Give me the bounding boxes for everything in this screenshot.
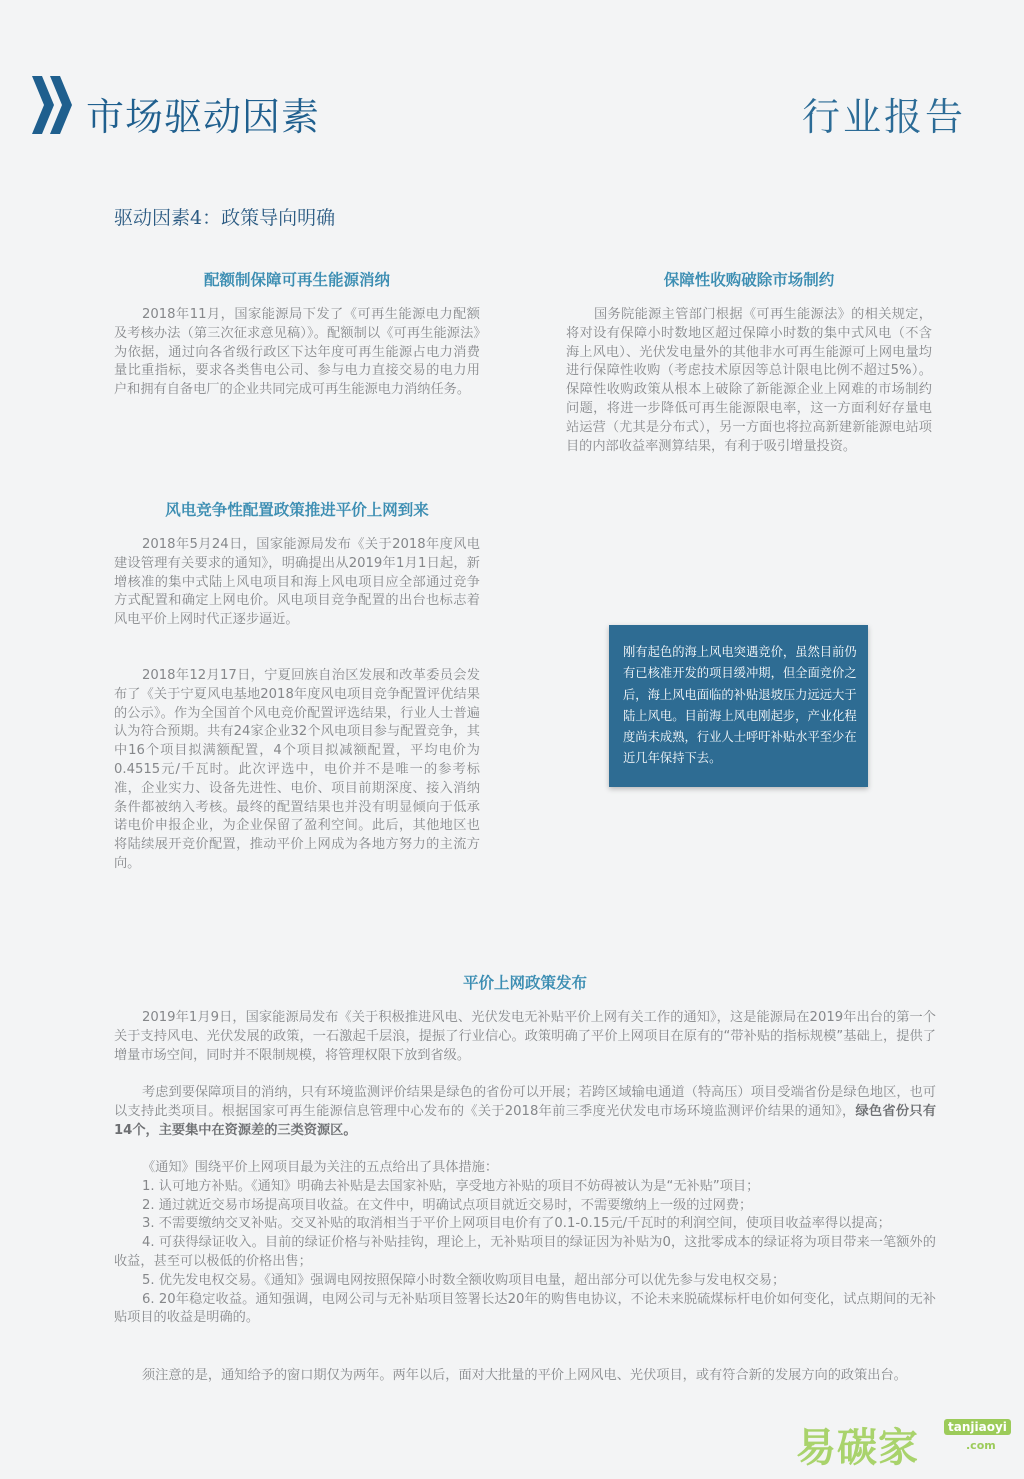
parity-measures-list — [114, 1159, 936, 1328]
wind-paragraph-1: 2018年5月24日，国家能源局发布《关于2018年度风电建设管理有关要求的通知》，明确提出从2019年1月1日起，新增核准的集中式陆上风电项目和海上风电项目应全部通过竞争方式配置和确定上网电价。风电项目竞争配置的出台也标志着风电平价上网时代正逐步逼近。 — [114, 537, 480, 628]
list-item: 6. 20年稳定收益。通知强调，电网公司与无补贴项目签署长达20年的购售电协议，不论未来脱硫煤标杆电价如何变化，试点期间的无补贴项目的收益是明确的。 — [114, 1291, 936, 1326]
list-item: 2. 通过就近交易市场提高项目收益。在文件中，明确试点项目就近交易时，不需要缴纳上一级的过网费； — [142, 1197, 753, 1213]
double-chevron-icon — [30, 76, 74, 134]
list-item: 5. 优先发电权交易。《通知》强调电网按照保障小时数全额收购项目电量，超出部分可以优先参与发电权交易； — [142, 1272, 786, 1288]
guarantee-paragraph: 国务院能源主管部门根据《可再生能源法》的相关规定，将对设有保障小时数地区超过保障小时数的集中式风电（不含海上风电）、光伏发电量外的其他非水可再生能源可上网电量均进行保障性收购（考虑技术原因等总计限电比例不超过5%）。保障性收购政策从根本上破除了新能源企业上网难的市场制约问题，将进一步降低可再生能源限电率，这一方面利好存量电站运营（尤其是分布式），另一方面也将拉高新建新能源电站项目的内部收益率测算结果，有利于吸引增量投资。 — [566, 307, 932, 454]
parity-heading: 平价上网政策发布 — [462, 974, 587, 992]
parity-paragraph-1: 2019年1月9日，国家能源局发布《关于积极推进风电、光伏发电无补贴平价上网有关工作的通知》，这是能源局在2019年出台的第一个关于支持风电、光伏发展的政策，一石激起千层浪，提振了行业信心。政策明确了平价上网项目在原有的“带补贴的指标规模”基础上，提供了增量市场空间，同时并不限制规模，将管理权限下放到省级。 — [114, 1010, 936, 1063]
quota-heading: 配额制保障可再生能源消纳 — [203, 271, 390, 289]
parity-paragraph-2 — [114, 1084, 936, 1140]
watermark-en: tanjiaoyi — [944, 1419, 1011, 1435]
parity-paragraph-3: 须注意的是，通知给予的窗口期仅为两年。两年以后，面对大批量的平价上网风电、光伏项目，或有符合新的发展方向的政策出台。 — [142, 1368, 907, 1383]
quota-paragraph: 2018年11月，国家能源局下发了《可再生能源电力配额及考核办法（第三次征求意见稿）》。配额制以《可再生能源法》为依据，通过向各省级行政区下达年度可再生能源占电力消费量比重指标，要求各类售电公司、参与电力直接交易的电力用户和拥有自备电厂的企业共同完成可再生能源电力消纳任务。 — [114, 307, 480, 398]
list-item: 3. 不需要缴纳交叉补贴。交叉补贴的取消相当于平价上网项目电价有了0.1-0.15元/千瓦时的利润空间，使项目收益率得以提高； — [142, 1216, 891, 1232]
list-item: 1. 认可地方补贴。《通知》明确去补贴是去国家补贴，享受地方补贴的项目不妨碍被认为是“无补贴”项目； — [142, 1178, 760, 1194]
header-title: 市场驱动因素 — [86, 95, 321, 139]
header-report-label: 行业报告 — [801, 95, 966, 139]
callout-box — [609, 625, 868, 787]
callout-text: 刚有起色的海上风电突遇竞价，虽然目前仍有已核准开发的项目缓冲期，但全面竞价之后，海上风电面临的补贴退坡压力远远大于陆上风电。目前海上风电刚起步，产业化程度尚未成熟，行业人士呼吁补贴水平至少在近几年保持下去。 — [623, 645, 857, 766]
page-header — [0, 0, 1024, 150]
parity-paragraph-2-text: 考虑到要保障项目的消纳，只有环境监测评价结果是绿色的省份可以开展；若跨区域输电通道（特高压）项目受端省份是绿色地区，也可以支持此类项目。根据国家可再生能源信息管理中心发布的《关于2018年前三季度光伏发电市场环境监测评价结果的通知》， — [114, 1085, 936, 1119]
list-item: 《通知》围绕平价上网项目最为关注的五点给出了具体措施： — [142, 1160, 499, 1175]
wind-paragraph-2: 2018年12月17日，宁夏回族自治区发展和改革委员会发布了《关于宁夏风电基地2018年度风电项目竞争配置评优结果的公示》。作为全国首个风电竞价配置评选结果，行业人士普遍认为符合预期。共有24家企业32个风电项目参与配置竞争，其中16个项目拟满额配置，4个项目拟减额配置，平均电价为0.4515元/千瓦时。此次评选中，电价并不是唯一的参考标准，企业实力、设备先进性、电价、项目前期深度、接入消纳条件都被纳入考核。最终的配置结果也并没有明显倾向于低承诺电价申报企业，为企业保留了盈利空间。此后，其他地区也将陆续展开竞价配置，推动平价上网成为各地方努力的主流方向。 — [114, 668, 480, 871]
watermark-logo — [796, 1412, 1016, 1472]
watermark-domain: .com — [966, 1439, 996, 1452]
watermark-cn: 易碳家 — [796, 1425, 919, 1471]
wind-heading: 风电竞争性配置政策推进平价上网到来 — [165, 501, 429, 519]
section-subtitle: 驱动因素4：政策导向明确 — [114, 207, 336, 229]
list-item: 4. 可获得绿证收入。目前的绿证价格与补贴挂钩，理论上，无补贴项目的绿证因为补贴为0，这批零成本的绿证将为项目带来一笔额外的收益，甚至可以极低的价格出售； — [114, 1235, 936, 1269]
guarantee-heading: 保障性收购破除市场制约 — [663, 271, 835, 289]
parity-paragraph-2-bold: 绿色省份只有14个，主要集中在资源差的三类资源区。 — [114, 1103, 937, 1138]
